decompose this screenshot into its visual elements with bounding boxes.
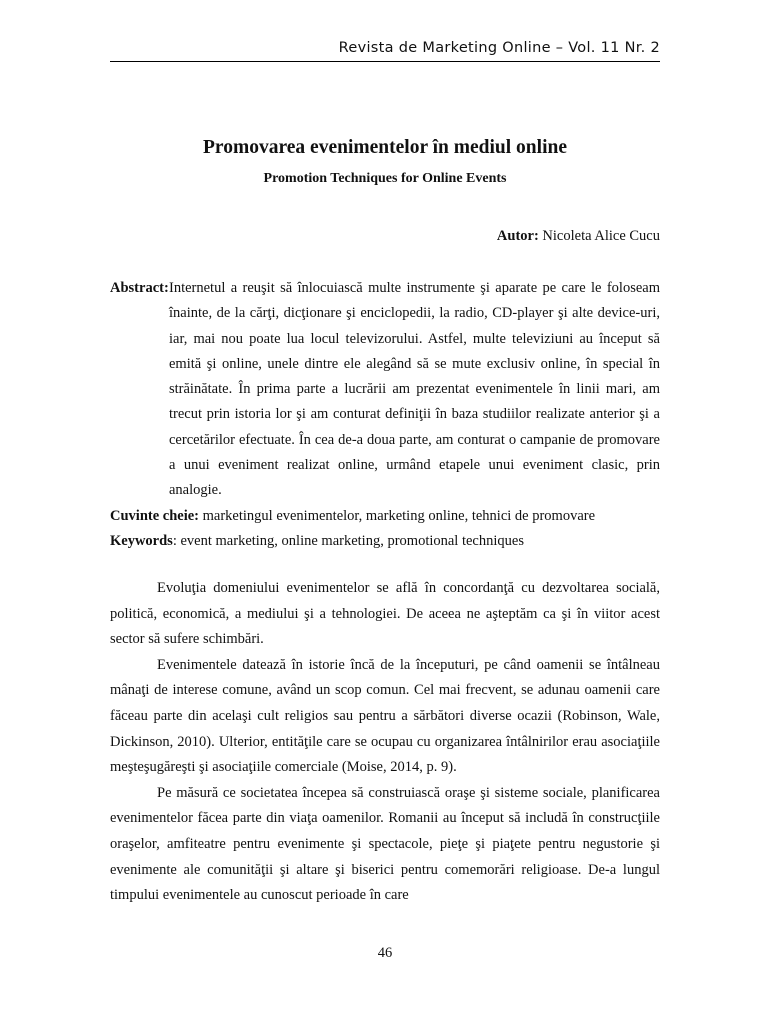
page-number: 46 <box>377 945 393 961</box>
author-name: Nicoleta Alice Cucu <box>542 228 660 244</box>
running-header: Revista de Marketing Online – Vol. 11 Nr. 2 <box>338 40 660 56</box>
keywords-en-label: Keywords <box>110 533 173 549</box>
article-title: Promovarea evenimentelor în mediul online <box>203 137 567 158</box>
abstract-label: Abstract: <box>110 280 169 296</box>
header-rule <box>110 61 660 62</box>
keywords-section <box>110 504 660 554</box>
keywords-ro-label: Cuvinte cheie: <box>110 508 199 524</box>
body-paragraph: Evenimentele datează în istorie încă de la începuturi, pe când oamenii se întâlneau mânaţi de interese comune, având un scop comun. Cel mai frecvent, se adunau oamenii care făceau parte din acelaşi cult religios sau pentru a sărbători diverse ocazii (Robinson, Wale, Dickinson, 2010). Ulterior, entităţile care se ocupau cu organizarea întâlnirilor erau asociaţiile meşteşugăreşti şi asociaţiile comerciale (Moise, 2014, p. 9). <box>110 656 660 776</box>
keywords-en <box>110 529 660 554</box>
author-line <box>110 228 660 245</box>
body-paragraph: Pe măsură ce societatea începea să construiască oraşe şi sisteme sociale, planificarea evenimentelor făcea parte din viaţa oamenilor. Romanii au început să includă în construcţiile oraşelor, amfiteatre pentru evenimente şi spectacole, pieţe şi piaţete pentru negustorie şi evenimente ale comunităţii şi altare şi biserici pentru comemorări religioase. De-a lungul timpului evenimentele au cunoscut perioade în care <box>110 784 660 904</box>
keywords-ro-text: marketingul evenimentelor, marketing online, tehnici de promovare <box>202 508 596 524</box>
article-subtitle: Promotion Techniques for Online Events <box>263 171 507 186</box>
abstract-section <box>110 276 660 504</box>
keywords-ro <box>110 504 660 529</box>
body-paragraph: Evoluţia domeniului evenimentelor se află în concordanţă cu dezvoltarea socială, politică, economică, a mediului şi a tehnologiei. De aceea ne aşteptăm ca şi în viitor acest sector să sufere schimbări. <box>110 580 660 648</box>
abstract-text: Internetul a reuşit să înlocuiască multe instrumente şi aparate pe care le foloseam înainte, de la cărţi, dicţionare şi enciclopedii, la radio, CD-player şi alte device-uri, iar, mai nou poate lua locul televizorului. Astfel, multe televiziuni au început să emită şi online, unele dintre ele alegând să se mute exclusiv online, în special în străinătate. În prima parte a lucrării am prezentat evenimentele în linii mari, am trecut prin istoria lor şi am conturat definiţii în baza studiilor realizate anterior şi a cercetărilor efectuate. În cea de-a doua parte, am conturat o campanie de promovare a unui eveniment realizat online, urmând etapele unui eveniment clasic, prin analogie. <box>169 280 660 499</box>
body-text <box>110 576 660 909</box>
keywords-en-text: : event marketing, online marketing, promotional techniques <box>172 533 524 549</box>
author-label: Autor: <box>496 228 539 244</box>
